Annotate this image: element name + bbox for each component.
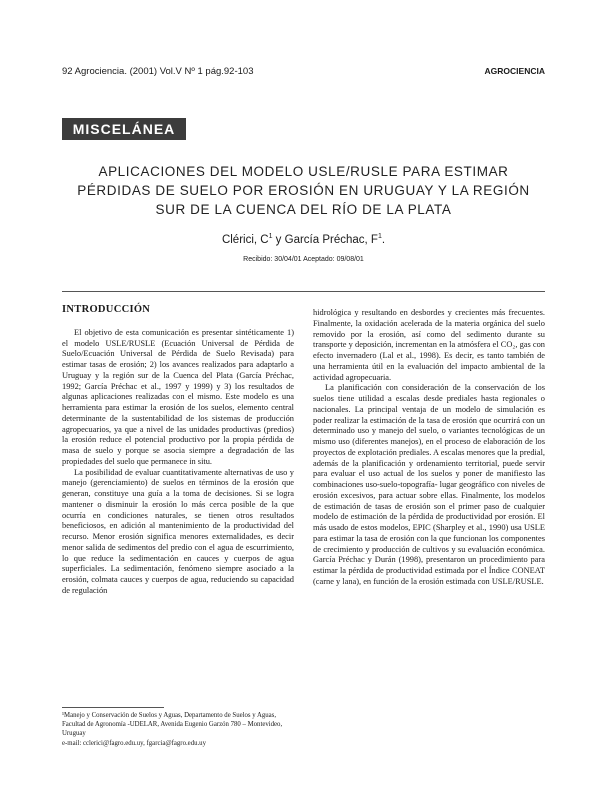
affiliation-mark: 1 xyxy=(377,233,382,240)
header-divider xyxy=(62,291,545,292)
title-line: SUR DE LA CUENCA DEL RÍO DE LA PLATA xyxy=(155,202,452,217)
journal-name: AGROCIENCIA xyxy=(484,66,545,76)
received-accepted-dates: Recibido: 30/04/01 Aceptado: 09/08/01 xyxy=(243,256,364,263)
section-heading: INTRODUCCIÓN xyxy=(62,304,151,315)
footnote-divider xyxy=(62,707,164,708)
paragraph: La posibilidad de evaluar cuantitativamente alternativas de uso y manejo (gerenciamiento) de suelos en términos de la erosión que generan, constituye una guía a la toma de decisiones. Si se logra mantener o disminuir la erosión lo más cerca posible de la que ocurría en condiciones naturales, se tienen otros resultados beneficiosos, en adición al mantenimiento de la productividad del recurso. Menor erosión significa menores externalidades, es decir menor salida de sedimentos del predio con el agua de escurrimiento, lo que reduce la sedimentación en cauces y cuerpos de agua superficiales. La sedimentación, fenómeno siempre asociado a la erosión, colmata cauces y cuerpos de agua, reduciendo su capacidad de regulación xyxy=(62,467,294,595)
paragraph: El objetivo de esta comunicación es presentar sintéticamente 1) el modelo USLE/RUSLE (Ecuación Universal de Pérdida de Suelo/Ecuación Universal de Pérdida de Suelo Revisada) para estimar tasas de erosión; 2) los avances realizados para adaptarlo a Uruguay y la región sur de la Cuenca del Plata (García Préchac, 1992; García Préchac et al., 1997 y 1999) y 3) los resultados de algunas aplicaciones realizadas con el mismo. Este modelo es una herramienta para estimar la erosión de los suelos, elemento central determinante de la sustentabilidad de los sistemas de producción agropecuarios, ya que a nivel de las unidades productivas (predios) la erosión reduce el potencial productivo por la propia pérdida de masa de suelo y porque se asocia siempre a degradación de las propiedades del suelo que permanece in situ. xyxy=(62,327,294,466)
author-2: y García Préchac, F xyxy=(272,233,378,246)
left-column xyxy=(62,305,294,597)
journal-citation: 92 Agrociencia. (2001) Vol.V Nº 1 pág.92-103 xyxy=(62,66,254,77)
title-line: PÉRDIDAS DE SUELO POR EROSIÓN EN URUGUAY Y LA REGIÓN xyxy=(77,183,530,198)
footnote xyxy=(62,711,294,748)
author-1: Clérici, C xyxy=(221,233,269,246)
author-end: . xyxy=(381,233,386,246)
affiliation-mark: 1 xyxy=(268,233,273,240)
article-title xyxy=(62,162,545,219)
title-line: APLICACIONES DEL MODELO USLE/RUSLE PARA ESTIMAR xyxy=(98,164,509,179)
right-column xyxy=(313,308,545,588)
section-banner: MISCELÁNEA xyxy=(62,118,186,140)
paragraph: hidrológica y resultando en desbordes y crecientes más frecuentes. Finalmente, la oxidación acelerada de la materia orgánica del suelo removido por la erosión, así como del sedimento durante su transporte y deposición, incrementan en la atmósfera el CO₂, gas con efecto invernadero (Lal et al., 1998). Es decir, es tanto también de una herramienta útil en la evaluación del impacto ambiental de la actividad agropecuaria. xyxy=(313,308,545,382)
email-footnote: e-mail: cclerici@fagro.edu.uy, fgarcia@fagro.edu.uy xyxy=(62,739,206,747)
authors xyxy=(62,233,545,246)
affiliation-footnote: ¹Manejo y Conservación de Suelos y Aguas, Departamento de Suelos y Aguas, Facultad de Agronomía -UDELAR, Avenida Eugenio Garzón 780 – Montevideo, Uruguay xyxy=(62,712,283,738)
paragraph: La planificación con consideración de la conservación de los suelos tiene utilidad a escalas desde prediales hasta regionales o nacionales. La principal ventaja de un modelo de simulación es poder realizar la estimación de la tasa de erosión que ocurrirá con un determinado uso y manejo del suelo, o variantes tecnológicas de un mismo uso (diferentes manejos), en el proceso de elaboración de los proyectos de explotación prediales. A escalas menores que la predial, además de la planificación y ordenamiento territorial, puede servir para evaluar el uso actual de los suelos y poner de manifiesto las combinaciones uso-suelo-topografía- lugar geográfico con niveles de erosión excesivos, para actuar sobre ellas. Finalmente, los modelos de estimación de tasas de erosión son el primer paso de cualquier modelo de estimación de la pérdida de productividad por erosión. El más usado de estos modelos, EPIC (Sharpley et al., 1990) usa USLE para estimar la tasa de erosión con la que funcionan los componentes de crecimiento y producción de cultivos y su evaluación económica. García Préchac y Durán (1998), presentaron un procedimiento para estimar la pérdida de productividad estimada por el Índice CONEAT (carne y lana), en función de la erosión estimada con USLE/RUSLE. xyxy=(313,383,545,586)
